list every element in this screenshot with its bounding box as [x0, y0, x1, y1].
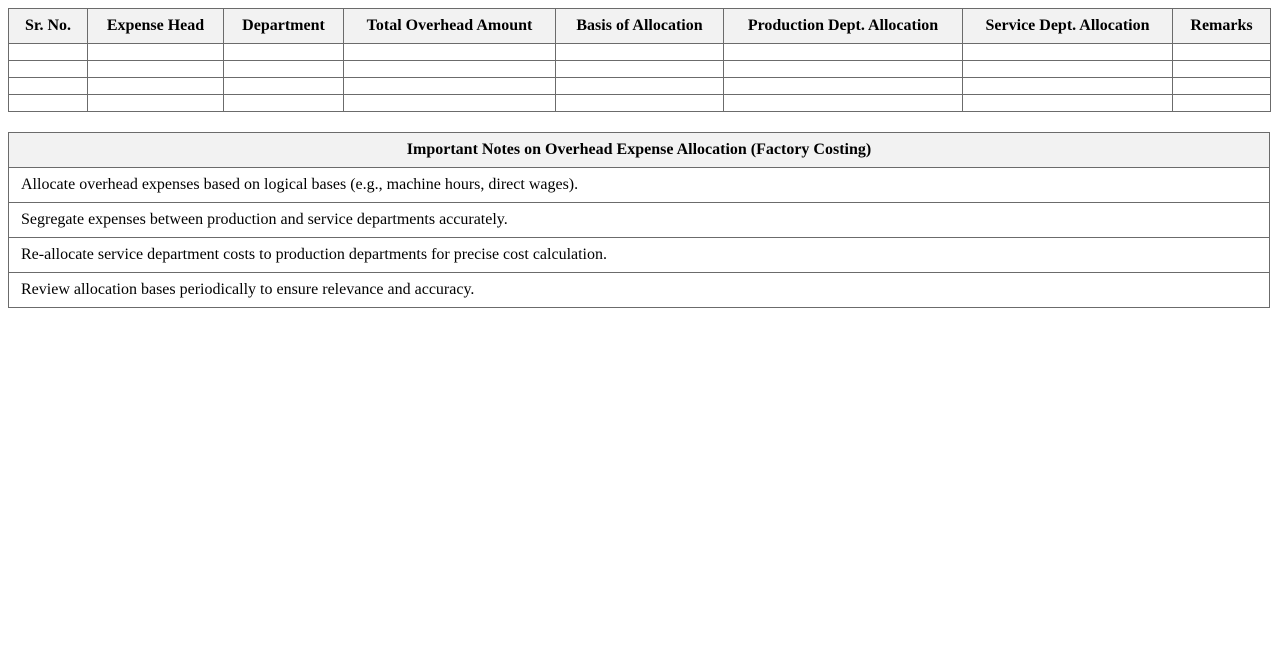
note-row — [9, 273, 1270, 308]
table-cell — [963, 95, 1173, 112]
header-basis-of-allocation: Basis of Allocation — [556, 9, 724, 44]
table-cell — [963, 61, 1173, 78]
header-production-dept-allocation: Production Dept. Allocation — [724, 9, 963, 44]
table-header-row — [9, 9, 1271, 44]
notes-title: Important Notes on Overhead Expense Allocation (Factory Costing) — [9, 133, 1270, 168]
table-cell — [963, 78, 1173, 95]
table-cell — [556, 78, 724, 95]
table-row — [9, 61, 1271, 78]
table-cell — [344, 95, 556, 112]
table-cell — [224, 78, 344, 95]
table-cell — [344, 44, 556, 61]
table-cell — [724, 78, 963, 95]
table-cell — [724, 61, 963, 78]
table-cell — [224, 61, 344, 78]
table-cell — [556, 61, 724, 78]
note-item: Re-allocate service department costs to production departments for precise cost calculation. — [9, 238, 1270, 273]
table-cell — [724, 95, 963, 112]
table-cell — [556, 44, 724, 61]
notes-table — [8, 132, 1270, 308]
header-total-overhead-amount: Total Overhead Amount — [344, 9, 556, 44]
header-department: Department — [224, 9, 344, 44]
table-cell — [1173, 95, 1271, 112]
table-cell — [224, 44, 344, 61]
note-item: Review allocation bases periodically to ensure relevance and accuracy. — [9, 273, 1270, 308]
header-service-dept-allocation: Service Dept. Allocation — [963, 9, 1173, 44]
notes-header-row — [9, 133, 1270, 168]
table-cell — [9, 78, 88, 95]
note-row — [9, 203, 1270, 238]
table-cell — [224, 95, 344, 112]
table-cell — [88, 78, 224, 95]
table-cell — [9, 44, 88, 61]
table-cell — [1173, 78, 1271, 95]
note-row — [9, 238, 1270, 273]
note-item: Segregate expenses between production and service departments accurately. — [9, 203, 1270, 238]
table-cell — [556, 95, 724, 112]
table-cell — [9, 95, 88, 112]
table-cell — [1173, 61, 1271, 78]
table-cell — [344, 61, 556, 78]
table-cell — [88, 95, 224, 112]
note-row — [9, 168, 1270, 203]
table-row — [9, 44, 1271, 61]
header-expense-head: Expense Head — [88, 9, 224, 44]
table-cell — [88, 61, 224, 78]
table-cell — [963, 44, 1173, 61]
table-row — [9, 95, 1271, 112]
note-item: Allocate overhead expenses based on logical bases (e.g., machine hours, direct wages). — [9, 168, 1270, 203]
table-cell — [1173, 44, 1271, 61]
table-cell — [9, 61, 88, 78]
table-cell — [88, 44, 224, 61]
table-cell — [344, 78, 556, 95]
table-row — [9, 78, 1271, 95]
overhead-allocation-table — [8, 8, 1271, 112]
page-content — [8, 8, 1270, 308]
header-remarks: Remarks — [1173, 9, 1271, 44]
header-sr-no: Sr. No. — [9, 9, 88, 44]
table-cell — [724, 44, 963, 61]
